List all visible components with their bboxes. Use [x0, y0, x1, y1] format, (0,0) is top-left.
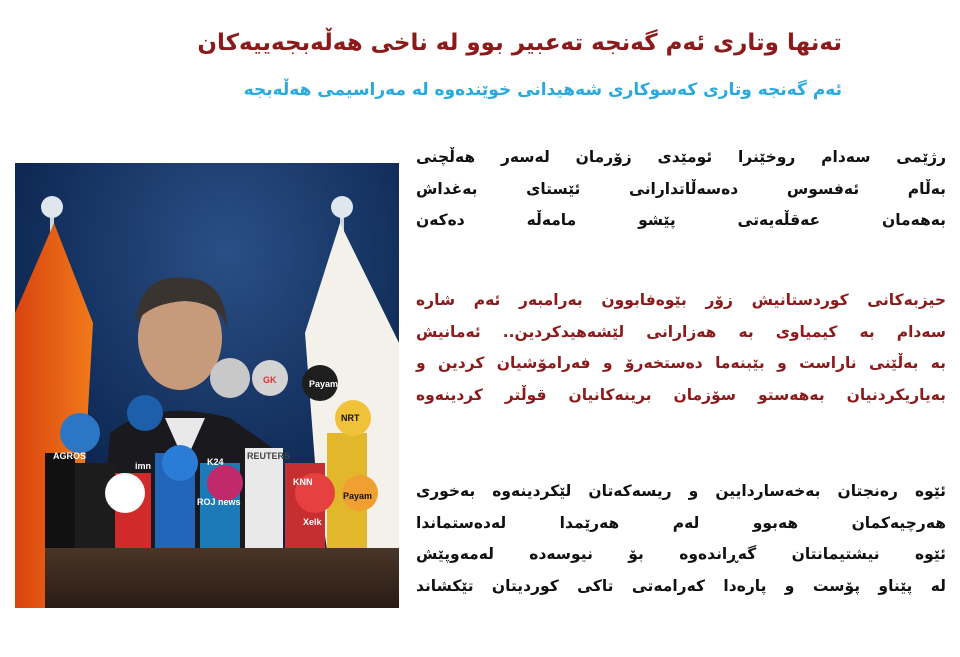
- mic-label: Xelk: [303, 517, 322, 527]
- pole-finial-right: [331, 196, 353, 218]
- paragraph-1: [416, 142, 946, 237]
- headline-title: تەنها وتاری ئەم گەنجە تەعبیر بوو لە ناخی هەڵەبجەییەکان: [197, 30, 842, 56]
- paragraph-line: بەهەمان عەقڵەیەتی پێشو مامەڵە دەکەن: [416, 211, 946, 229]
- mic-label: imn: [135, 461, 152, 471]
- paragraph-line: ئێوە نیشتیمانتان گەڕاندەوە بۆ نیوسەدە لەمەوپێش: [416, 545, 946, 563]
- mic-label: Payam: [343, 491, 373, 501]
- paragraph-line: حیزبەکانی کوردستانیش زۆر بێوەفابوون بەرامبەر ئەم شارە: [416, 291, 946, 309]
- mic-label: AGROS: [53, 451, 87, 461]
- mic-label: Payam: [309, 379, 339, 389]
- mic-label: REUTERS: [247, 451, 291, 461]
- mic-label: KNN: [293, 477, 313, 487]
- paragraph-2: [416, 285, 946, 411]
- paragraph-line: لە پێناو پۆست و پارەدا کەرامەتی تاکی کوردیتان تێکشاند: [416, 576, 946, 595]
- mic-label: NRT: [341, 413, 360, 423]
- pole-finial-left: [41, 196, 63, 218]
- mic-label: GK: [263, 375, 277, 385]
- paragraph-3: [416, 476, 946, 602]
- speaker-photo: [15, 163, 399, 608]
- paragraph-line: سەدام بە کیمیاوی بە هەزارانی لێشەهیدکردین.. ئەمانیش: [416, 322, 946, 341]
- mic-label: ROJ news: [197, 497, 241, 507]
- mic-label: K24: [207, 457, 224, 467]
- headline-subtitle: ئەم گەنجە وتاری کەسوکاری شەهیدانی خوێندەوە لە مەراسیمی هەڵەبجە: [243, 80, 842, 100]
- paragraph-line: ئێوە رەنجتان بەخەساردایین و ریسەکەتان لێکردینەوە بەخوری: [416, 482, 946, 500]
- paragraph-line: بەڵام ئەفسوس دەسەڵاتدارانی ئێستای بەغداش: [416, 179, 946, 198]
- photo-illustration: [15, 163, 399, 608]
- paragraph-line: رژێمی سەدام روخێنرا ئومێدی زۆرمان لەسەر هەڵچنی: [416, 148, 946, 166]
- podium: [45, 548, 399, 608]
- paragraph-line: بە بەڵێنی ناراست و بێبنەما دەستخەرۆ و فەرامۆشیان کردین و: [416, 354, 946, 372]
- paragraph-line: بەیاریکردنیان بەهەستو سۆزمان برینەکانیان قوڵتر کردینەوە: [416, 385, 946, 404]
- paragraph-line: هەرچیەکمان هەبوو لەم هەرێمدا لەدەستماندا: [416, 513, 946, 532]
